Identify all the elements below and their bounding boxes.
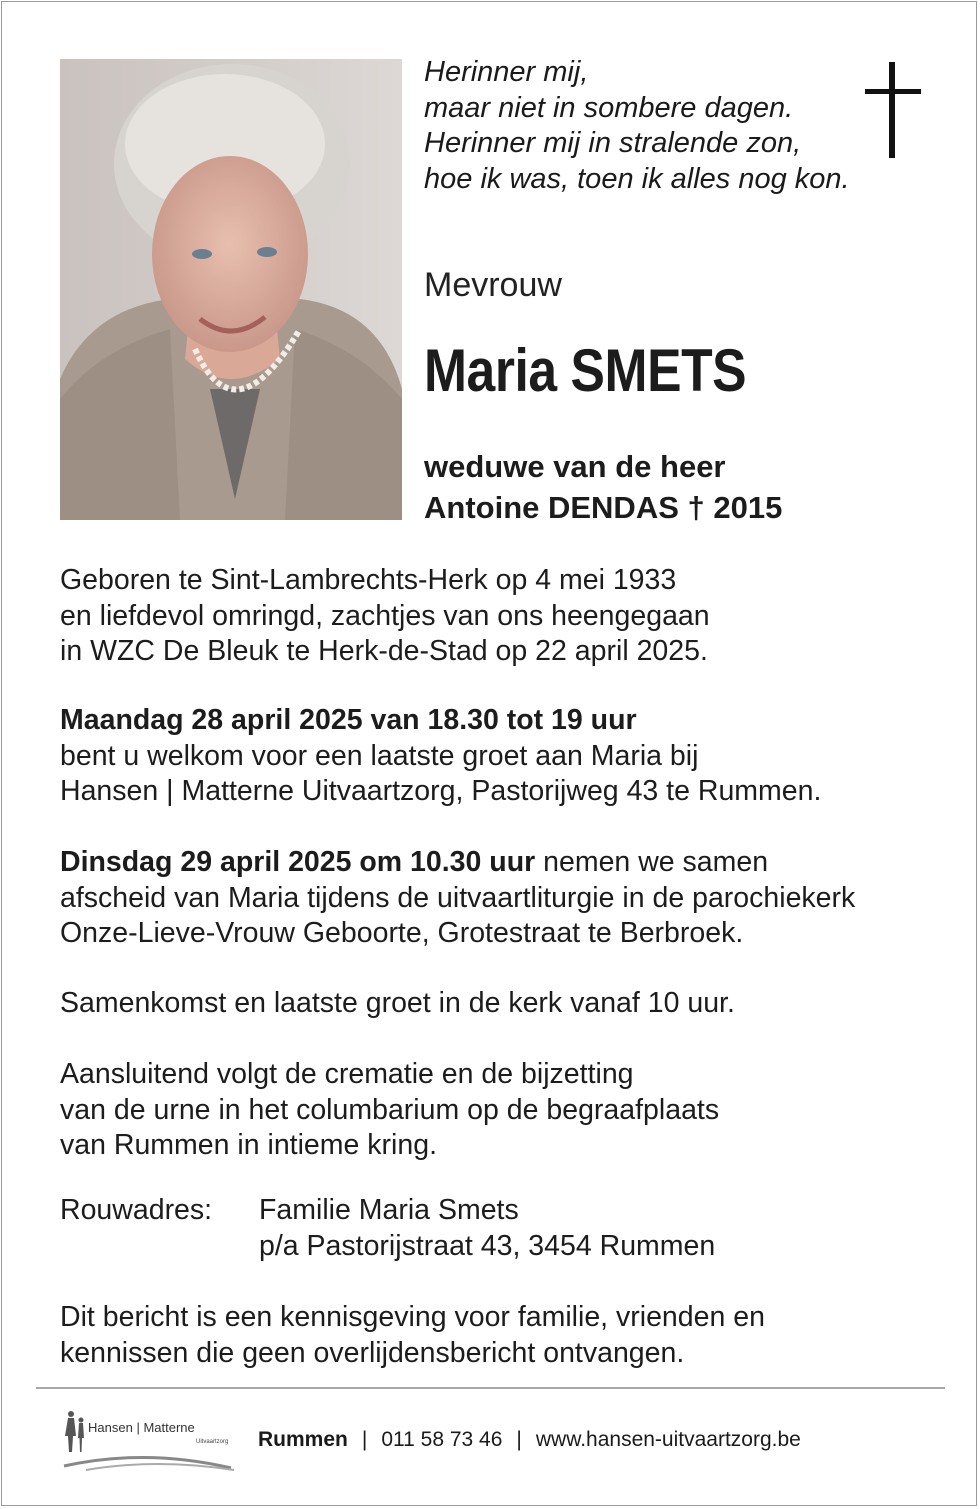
gathering-paragraph bbox=[60, 986, 735, 1022]
paragraph-line: Hansen | Matterne Uitvaartzorg, Pastorijweg 43 te Rummen. bbox=[60, 775, 822, 807]
paragraph-line: van Rummen in intieme kring. bbox=[60, 1129, 437, 1161]
funeral-home-logo bbox=[56, 1408, 236, 1472]
address-label: Rouwadres: bbox=[60, 1194, 213, 1226]
deceased-name: Maria SMETS bbox=[424, 337, 747, 404]
paragraph-line: van de urne in het columbarium op de begraafplaats bbox=[60, 1093, 720, 1126]
paragraph-line: kennissen die geen overlijdensbericht ontvangen. bbox=[60, 1336, 685, 1369]
footer-separator: | bbox=[516, 1428, 522, 1451]
paragraph-line: afscheid van Maria tijdens de uitvaartliturgie in de parochiekerk bbox=[60, 881, 856, 914]
poem-line: Herinner mij, bbox=[424, 56, 589, 88]
logo-subtitle: Uitvaartzorg bbox=[196, 1439, 229, 1445]
paragraph-line: bent u welkom voor een laatste groet aan Maria bij bbox=[60, 739, 699, 772]
paragraph-line: Dit bericht is een kennisgeving voor familie, vrienden en bbox=[60, 1301, 765, 1333]
address-line: p/a Pastorijstraat 43, 3454 Rummen bbox=[259, 1229, 716, 1262]
portrait-photo bbox=[60, 59, 402, 520]
footer-separator: | bbox=[361, 1428, 368, 1451]
spouse-line: Antoine DENDAS † 2015 bbox=[424, 490, 783, 525]
paragraph-line: Aansluitend volgt de crematie en de bijzetting bbox=[60, 1058, 634, 1090]
paragraph-line: Onze-Lieve-Vrouw Geboorte, Grotestraat te Berbroek. bbox=[60, 917, 744, 949]
footer-location: Rummen bbox=[258, 1428, 348, 1451]
paragraph-line: Samenkomst en laatste groet in de kerk vanaf 10 uur. bbox=[60, 987, 735, 1019]
poem bbox=[424, 55, 864, 197]
paragraph-line: en liefdevol omringd, zachtjes van ons heengegaan bbox=[60, 599, 710, 632]
poem-line: maar niet in sombere dagen. bbox=[424, 91, 794, 124]
logo-name-left: Hansen bbox=[88, 1420, 133, 1435]
spouse-line: weduwe van de heer bbox=[424, 449, 726, 484]
funeral-line1-rest: nemen we samen bbox=[535, 846, 769, 878]
paragraph-line: in WZC De Bleuk te Herk-de-Stad op 22 april 2025. bbox=[60, 635, 708, 667]
address-lines bbox=[259, 1193, 715, 1264]
spouse-info bbox=[424, 446, 782, 528]
footer-divider bbox=[36, 1387, 945, 1389]
poem-line: Herinner mij in stralende zon, bbox=[424, 127, 802, 159]
poem-line: hoe ik was, toen ik alles nog kon. bbox=[424, 162, 850, 195]
footer-contact bbox=[258, 1428, 801, 1452]
funeral-paragraph bbox=[60, 845, 855, 952]
cremation-paragraph bbox=[60, 1057, 719, 1164]
logo-name-right: Matterne bbox=[143, 1420, 195, 1435]
notice-paragraph bbox=[60, 1300, 765, 1371]
birth-death-paragraph bbox=[60, 563, 710, 670]
address-line: Familie Maria Smets bbox=[259, 1194, 519, 1226]
funeral-heading: Dinsdag 29 april 2025 om 10.30 uur bbox=[60, 846, 536, 878]
logo-divider: | bbox=[136, 1420, 140, 1435]
cross-icon bbox=[862, 62, 922, 165]
logo-name bbox=[88, 1420, 195, 1435]
paragraph-line bbox=[60, 845, 855, 881]
salutation: Mevrouw bbox=[424, 266, 562, 304]
paragraph-line: Geboren te Sint-Lambrechts-Herk op 4 mei 1933 bbox=[60, 564, 677, 596]
visitation-heading: Maandag 28 april 2025 van 18.30 tot 19 uur bbox=[60, 704, 637, 736]
footer-phone[interactable]: 011 58 73 46 bbox=[381, 1428, 503, 1451]
footer-website-link[interactable]: www.hansen-uitvaartzorg.be bbox=[535, 1428, 801, 1451]
visitation-paragraph bbox=[60, 703, 821, 810]
